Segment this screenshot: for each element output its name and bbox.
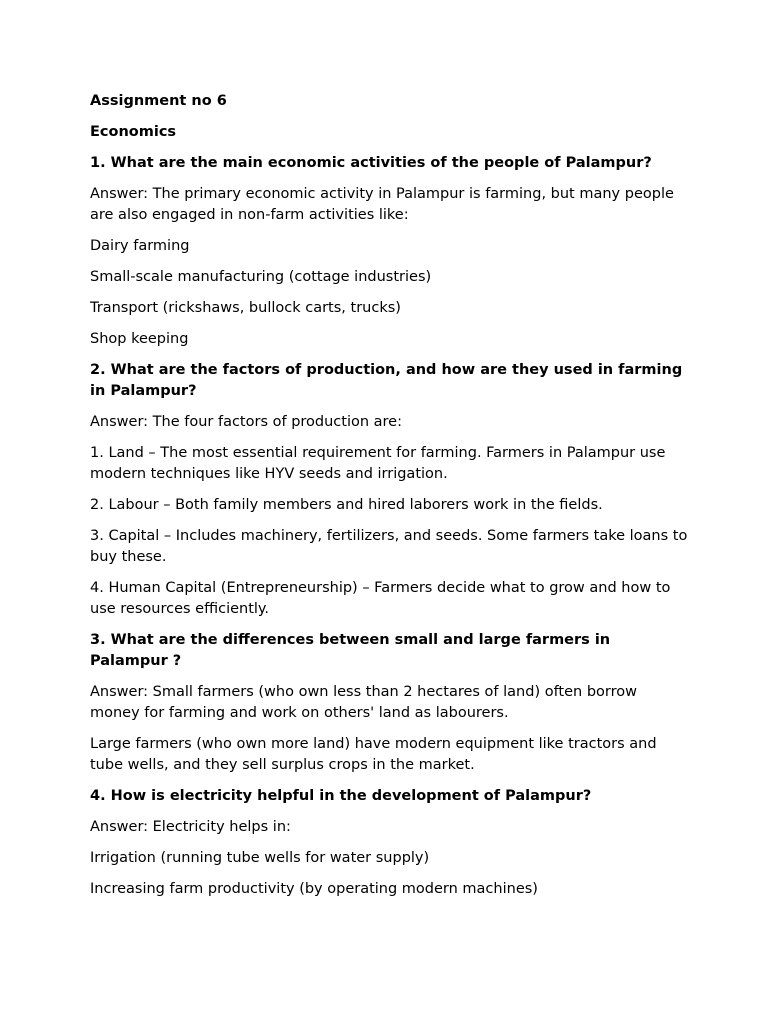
- body-paragraph: Transport (rickshaws, bullock carts, trucks): [90, 300, 401, 316]
- body-paragraph: Answer: The four factors of production are:: [90, 414, 402, 430]
- body-paragraph: Large farmers (who own more land) have modern equipment like tractors and tube wells, and they sell surplus crops in the market.: [90, 736, 657, 773]
- document-subject: Economics: [90, 124, 177, 140]
- body-paragraph: 3. Capital – Includes machinery, fertilizers, and seeds. Some farmers take loans to buy these.: [90, 528, 688, 565]
- body-paragraph: 1. Land – The most essential requirement for farming. Farmers in Palampur use modern techniques like HYV seeds and irrigation.: [90, 445, 666, 482]
- body-paragraph: Answer: Small farmers (who own less than 2 hectares of land) often borrow money for farming and work on others' land as labourers.: [90, 684, 637, 721]
- body-paragraph: Irrigation (running tube wells for water supply): [90, 850, 430, 866]
- question-heading: 4. How is electricity helpful in the development of Palampur?: [90, 788, 592, 804]
- document-title: Assignment no 6: [90, 93, 227, 109]
- body-paragraph: 4. Human Capital (Entrepreneurship) – Farmers decide what to grow and how to use resources efficiently.: [90, 580, 671, 617]
- question-heading: 1. What are the main economic activities of the people of Palampur?: [90, 155, 652, 171]
- body-paragraph: Dairy farming: [90, 238, 190, 254]
- body-paragraph: Increasing farm productivity (by operating modern machines): [90, 881, 538, 897]
- body-paragraph: Answer: Electricity helps in:: [90, 819, 291, 835]
- question-heading: 3. What are the differences between small and large farmers in Palampur ?: [90, 632, 611, 669]
- question-heading: 2. What are the factors of production, and how are they used in farming in Palampur?: [90, 362, 683, 399]
- body-paragraph: 2. Labour – Both family members and hired laborers work in the fields.: [90, 497, 603, 513]
- body-paragraph: Shop keeping: [90, 331, 189, 347]
- body-paragraph: Small-scale manufacturing (cottage industries): [90, 269, 432, 285]
- document-page: [90, 91, 690, 910]
- document-body: [90, 153, 690, 900]
- body-paragraph: Answer: The primary economic activity in Palampur is farming, but many people are also engaged in non-farm activities like:: [90, 186, 674, 223]
